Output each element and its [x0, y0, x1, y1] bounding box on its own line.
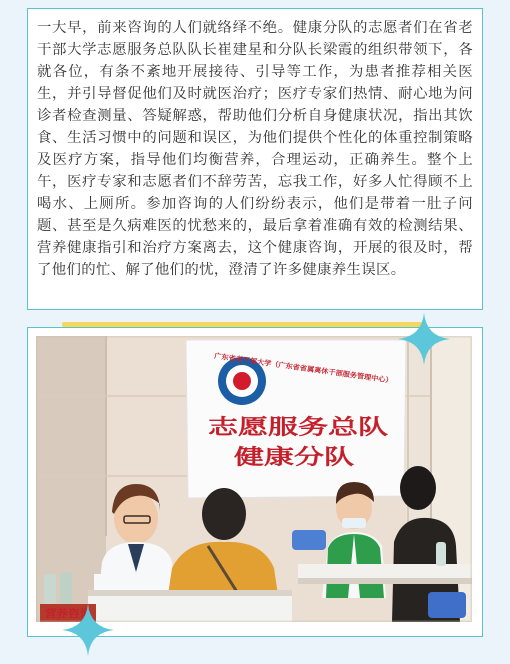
- article-paragraph: 一大早，前来咨询的人们就络绎不绝。健康分队的志愿者们在省老干部大学志愿服务总队队长崔建星和分队长梁霞的组织带领下，各就各位，有条不紊地开展接待、引导等工作，为患者推荐相关医生，并引导督促他们及时就医治疗；医疗专家们热情、耐心地为问诊者检查测量、答疑解惑，帮助他们分析自身健康状况，指出其饮食、生活习惯中的问题和误区，为他们提供个性化的体重控制策略及医疗方案，指导他们均衡营养，合理运动，正确养生。整个上午，医疗专家和志愿者们不辞劳苦，忘我工作，好多人忙得顾不上喝水、上厕所。参加咨询的人们纷纷表示，他们是带着一肚子问题、甚至是久病难医的忧愁来的，最后拿着准确有效的检测结果、营养健康指引和治疗方案离去，这个健康咨询，开展的很及时，帮了他们的忙、解了他们的忧，澄清了许多健康养生误区。: [37, 20, 473, 278]
- event-photo: [36, 336, 472, 622]
- table-sign-text: 营养咨询: [45, 607, 89, 620]
- volunteer-banner: [186, 340, 406, 498]
- banner-line-1: 志愿服务总队: [208, 414, 388, 439]
- banner-line-2: 健康分队: [232, 444, 354, 469]
- banner-org-text: 广东省老干部大学（广东省省属离休干部服务管理中心）: [213, 351, 389, 385]
- sparkle-star-icon: [62, 604, 114, 656]
- photo-frame: [27, 327, 483, 637]
- sparkle-star-icon: [398, 313, 450, 365]
- article-text-card: [27, 8, 483, 310]
